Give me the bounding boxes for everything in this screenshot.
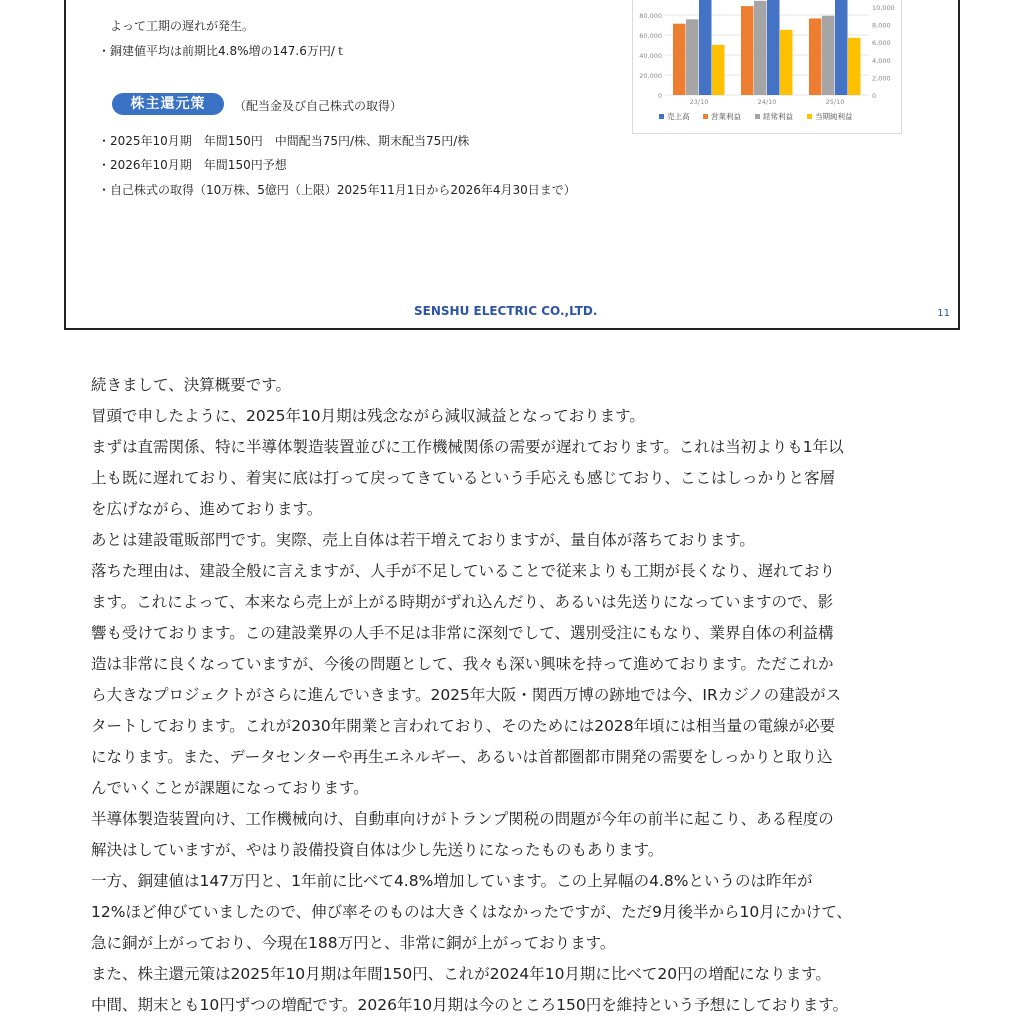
legend-swatch — [703, 114, 708, 119]
legend-swatch — [659, 114, 664, 119]
bar-売上高 — [699, 0, 712, 95]
left-tick-label: 40,000 — [639, 52, 662, 60]
slide-text-line: よって工期の遅れが発生。 — [110, 19, 255, 33]
left-tick-label: 80,000 — [639, 12, 662, 20]
category-label: 23/10 — [689, 98, 709, 106]
body-paragraph-line: 急に銅が上がっており、今現在188万円と、非常に銅が上がっております。 — [91, 934, 616, 952]
body-paragraph-line: 続きまして、決算概要です。 — [91, 376, 291, 394]
slide-frame — [64, 0, 960, 330]
body-paragraph-line: また、株主還元策は2025年10月期は年間150円、これが2024年10月期に比べて20円の増配になります。 — [91, 965, 831, 983]
body-paragraph-line: 上も既に遅れており、着実に底は打って戻ってきているという手応えも感じており、ここはしっかりと客層 — [91, 469, 836, 487]
left-tick-label: 0 — [657, 92, 662, 100]
body-paragraph-line: ます。これによって、本来なら売上が上がる時期がずれ込んだり、あるいは先送りになっていますので、影 — [91, 593, 834, 611]
bar-売上高 — [767, 0, 780, 95]
legend-label: 当期純利益 — [815, 112, 853, 121]
body-paragraph-line: ら大きなプロジェクトがさらに進んでいきます。2025年大阪・関西万博の跡地では今、IRカジノの建設がス — [91, 686, 842, 704]
body-paragraph-line: 落ちた理由は、建設全般に言えますが、人手が不足していることで従来よりも工期が長くなり、遅れており — [91, 562, 836, 580]
financial-bar-chart — [632, 0, 902, 134]
bar-経常利益 — [686, 19, 699, 95]
body-paragraph-line: まずは直需関係、特に半導体製造装置並びに工作機械関係の需要が遅れております。これは当初よりも1年以 — [91, 438, 844, 456]
page-number: 11 — [937, 308, 950, 319]
legend-label: 営業利益 — [711, 112, 741, 121]
left-tick-label: 20,000 — [639, 72, 662, 80]
shareholder-item: ・自己株式の取得（10万株、5億円（上限）2025年11月1日から2026年4月30日まで） — [98, 183, 576, 197]
shareholder-item: ・2026年10月期 年間150円予想 — [98, 158, 287, 172]
chart-svg — [633, 0, 901, 133]
legend-swatch — [807, 114, 812, 119]
bar-営業利益 — [741, 6, 754, 95]
legend-swatch — [755, 114, 760, 119]
slide-text-line: ・銅建値平均は前期比4.8%増の147.6万円/ｔ — [98, 44, 347, 58]
company-name: SENSHU ELECTRIC CO.,LTD. — [414, 304, 598, 318]
body-text — [91, 370, 951, 1021]
legend-label: 経常利益 — [763, 112, 793, 121]
shareholder-return-subtitle: （配当金及び自己株式の取得） — [234, 99, 403, 113]
body-paragraph-line: 冒頭で申したように、2025年10月期は残念ながら減収減益となっております。 — [91, 407, 645, 425]
bar-経常利益 — [754, 1, 767, 95]
right-tick-label: 6,000 — [872, 39, 891, 48]
body-paragraph-line: 12%ほど伸びていましたので、伸び率そのものは大きくはなかったですが、ただ9月後半から10月にかけて、 — [91, 903, 852, 921]
bar-営業利益 — [809, 18, 822, 95]
legend-label: 売上高 — [667, 112, 690, 121]
body-paragraph-line: あとは建設電販部門です。実際、売上自体は若干増えておりますが、量自体が落ちております。 — [91, 531, 755, 549]
shareholder-item: ・2025年10月期 年間150円 中間配当75円/株、期末配当75円/株 — [98, 134, 470, 148]
body-paragraph-line: 中間、期末とも10円ずつの増配です。2026年10月期は今のところ150円を維持という予想にしております。 — [91, 996, 849, 1014]
body-paragraph-line: になります。また、データセンターや再生エネルギー、あるいは首都圏都市開発の需要をしっかりと取り込 — [91, 748, 833, 766]
bar-経常利益 — [822, 16, 835, 95]
bar-当期純利益 — [848, 38, 861, 95]
body-paragraph-line: 一方、銅建値は147万円と、1年前に比べて4.8%増加しています。この上昇幅の4.8%というのは昨年が — [91, 872, 813, 890]
right-tick-label: 4,000 — [872, 56, 891, 65]
category-label: 24/10 — [757, 98, 777, 106]
right-tick-label: 8,000 — [872, 21, 891, 30]
body-paragraph-line: 解決はしていますが、やはり設備投資自体は少し先送りになったものもあります。 — [91, 841, 664, 859]
bar-売上高 — [835, 0, 848, 95]
body-paragraph-line: 造は非常に良くなっていますが、今後の問題として、我々も深い興味を持って進めております。ただこれか — [91, 655, 834, 673]
body-paragraph-line: んでいくことが課題になっております。 — [91, 779, 369, 797]
bar-当期純利益 — [712, 45, 725, 95]
shareholder-return-badge: 株主還元策 — [112, 93, 224, 115]
right-tick-label: 10,000 — [872, 4, 895, 12]
body-paragraph-line: タートしております。これが2030年開業と言われており、そのためには2028年頃には相当量の電線が必要 — [91, 717, 836, 735]
bar-当期純利益 — [780, 30, 793, 95]
left-tick-label: 60,000 — [639, 32, 662, 40]
body-paragraph-line: を広げながら、進めております。 — [91, 500, 323, 518]
body-paragraph-line: 響も受けております。この建設業界の人手不足は非常に深刻でして、選別受注にもなり、業界自体の利益構 — [91, 624, 834, 642]
bar-営業利益 — [673, 24, 686, 95]
body-paragraph-line: 半導体製造装置向け、工作機械向け、自動車向けがトランプ関税の問題が今年の前半に起こり、ある程度の — [91, 810, 834, 828]
category-label: 25/10 — [825, 98, 845, 106]
right-tick-label: 2,000 — [872, 74, 891, 83]
slide-text-line — [110, 0, 482, 2]
right-tick-label: 0 — [872, 92, 877, 100]
